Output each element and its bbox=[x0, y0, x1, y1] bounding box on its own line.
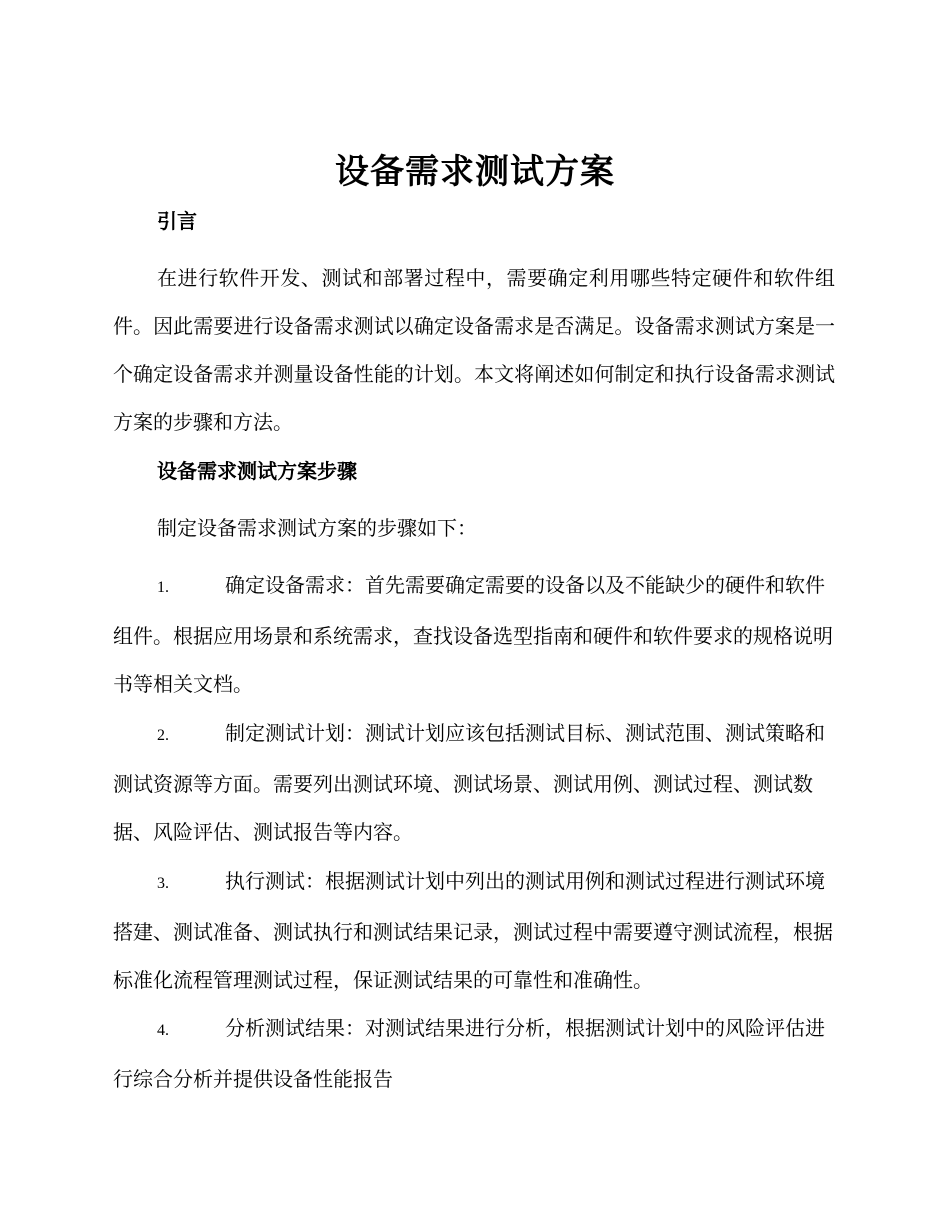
list-item-text: 制定测试计划：测试计划应该包括测试目标、测试范围、测试策略和测试资源等方面。需要列出测试环境、测试场景、测试用例、测试过程、测试数据、风险评估、测试报告等内容。 bbox=[113, 721, 825, 844]
steps-intro: 制定设备需求测试方案的步骤如下： bbox=[157, 516, 477, 540]
list-item-text: 执行测试：根据测试计划中列出的测试用例和测试过程进行测试环境搭建、测试准备、测试执行和测试结果记录，测试过程中需要遵守测试流程，根据标准化流程管理测试过程，保证测试结果的可靠性和准确性。 bbox=[113, 869, 833, 992]
list-item-text: 分析测试结果：对测试结果进行分析，根据测试计划中的风险评估进行综合分析并提供设备性能报告 bbox=[113, 1016, 825, 1091]
intro-paragraph: 在进行软件开发、测试和部署过程中，需要确定利用哪些特定硬件和软件组件。因此需要进行设备需求测试以确定设备需求是否满足。设备需求测试方案是一个确定设备需求并测量设备性能的计划。本文将阐述如何制定和执行设备需求测试方案的步骤和方法。 bbox=[113, 266, 835, 434]
list-item-text: 确定设备需求：首先需要确定需要的设备以及不能缺少的硬件和软件组件。根据应用场景和系统需求，查找设备选型指南和硬件和软件要求的规格说明书等相关文档。 bbox=[113, 573, 833, 696]
list-number: 2. bbox=[157, 727, 169, 744]
list-item-step-3 bbox=[113, 857, 835, 1004]
list-item-step-1 bbox=[113, 561, 835, 708]
list-number: 3. bbox=[157, 875, 169, 892]
list-number: 1. bbox=[157, 579, 169, 596]
steps-heading: 设备需求测试方案步骤 bbox=[157, 459, 357, 483]
document-title: 设备需求测试方案 bbox=[335, 152, 615, 192]
intro-heading: 引言 bbox=[157, 209, 197, 233]
list-item-step-2 bbox=[113, 709, 835, 856]
list-number: 4. bbox=[157, 1022, 169, 1039]
list-item-step-4 bbox=[113, 1004, 835, 1103]
